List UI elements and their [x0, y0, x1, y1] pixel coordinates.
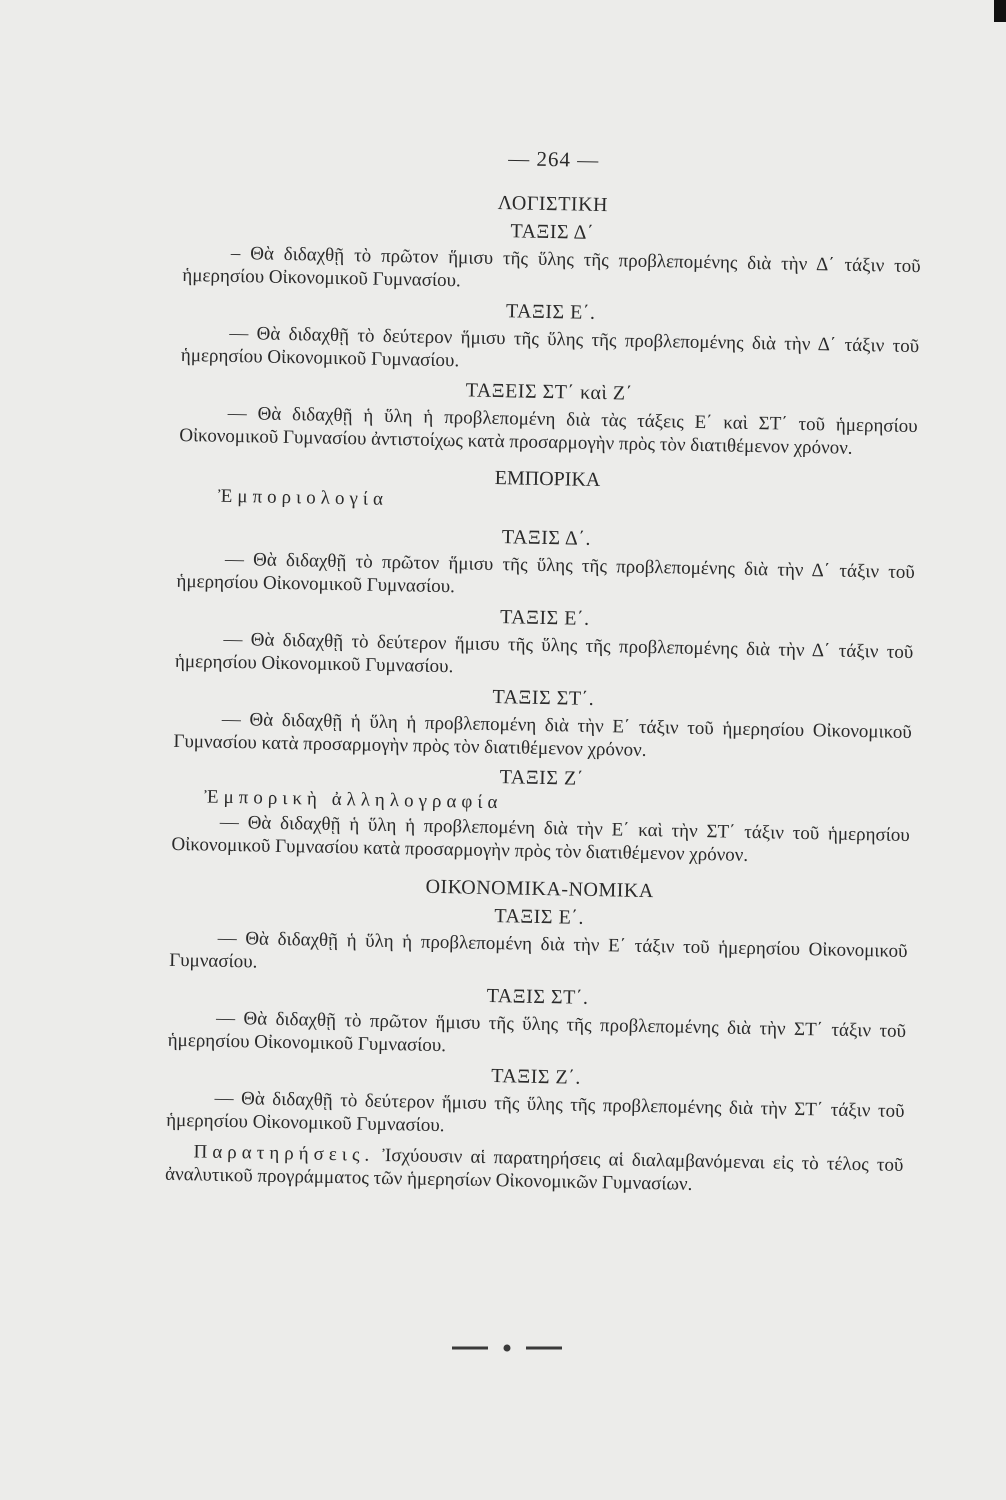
section-title-commercial: ΕΜΠΟΡΙΚΑ [494, 467, 601, 492]
paragraph: — Θὰ διδαχθῇ ἡ ὕλη ἡ προβλεπομένη διὰ τὰς τάξεις Ε΄ καὶ ΣΤ΄ τοῦ ἡμερησίου Οἰκονομικοῦ Γυμνασίου ἀντιστοίχως κατὰ προσαρμογὴν πρὸς τὸν διατιθέμενον χρόνον. [179, 402, 918, 459]
class-heading: ΤΑΞΙΣ Δ΄ [510, 220, 595, 244]
class-heading: ΤΑΞΙΣ Ε΄. [505, 300, 596, 324]
class-heading: ΤΑΞΕΙΣ ΣΤ΄ καὶ Ζ΄ [465, 379, 633, 405]
class-heading: ΤΑΞΙΣ Ε΄. [494, 905, 585, 929]
paragraph: — Θὰ διδαχθῇ ἡ ὕλη ἡ προβλεπομένη διὰ τὴν Ε΄ καὶ τὴν ΣΤ΄ τάξιν τοῦ ἡμερησίου Οἰκονομικοῦ Γυμνασίου κατὰ προσαρμογὴν πρὸς τὸν διατιθέμενον χρόνον. [171, 811, 910, 866]
remarks-text: Ἰσχύουσιν αἱ παρατηρήσεις αἱ διαλαμβανόμεναι εἰς τὸ τέλος τοῦ ἀναλυτικοῦ προγράμματος τῶν ἡμερησίων Οἰκονομικῶν Γυμνασίων. [164, 1144, 904, 1195]
subject-subheading: Ἐμπορικὴ ἀλληλογραφία [204, 786, 503, 814]
paragraph: — Θὰ διδαχθῇ ἡ ὕλη ἡ προβλεπομένη διὰ τὴν Ε΄ τάξιν τοῦ ἡμερησίου Οἰκονομικοῦ Γυμνασίου κατὰ προσαρμογὴν πρὸς τὸν διατιθέμενον χρόνον. [173, 708, 912, 761]
class-heading: ΤΑΞΙΣ Δ΄. [501, 526, 592, 550]
paragraph: — Θὰ διδαχθῇ τὸ πρῶτον ἥμισυ τῆς ὕλης τῆς προβλεπομένης διὰ τὴν Δ΄ τάξιν τοῦ ἡμερησίου Οἰκονομικοῦ Γυμνασίου. [176, 548, 916, 598]
page-content [165, 140, 923, 1200]
paragraph: — Θὰ διδαχθῇ τὸ δεύτερον ἥμισυ τῆς ὕλης τῆς προβλεπομένης διὰ τὴν Δ΄ τάξιν τοῦ ἡμερησίου Οἰκονομικοῦ Γυμνασίου. [180, 322, 920, 372]
class-heading: ΤΑΞΙΣ Ζ΄ [499, 766, 585, 790]
paragraph: — Θὰ διδαχθῇ ἡ ὕλη ἡ προβλεπομένη διὰ τὴν Ε΄ τάξιν τοῦ ἡμερησίου Οἰκονομικοῦ Γυμνασίου. [169, 927, 908, 973]
remarks-label: Παρατηρήσεις. [193, 1141, 375, 1166]
paragraph: — Θὰ διδαχθῇ τὸ πρῶτον ἥμισυ τῆς ὕλης τῆς προβλεπομένης διὰ τὴν ΣΤ΄ τάξιν τοῦ ἡμερησίου Οἰκονομικοῦ Γυμνασίου. [167, 1007, 907, 1057]
section-title-economics-law: ΟΙΚΟΝΟΜΙΚΑ-ΝΟΜΙΚΑ [425, 875, 654, 903]
class-heading: ΤΑΞΙΣ Ζ΄. [491, 1065, 582, 1089]
subject-subheading: Ἐμποριολογία [217, 485, 389, 510]
class-heading: ΤΑΞΙΣ ΣΤ΄. [486, 984, 589, 1009]
paragraph: — Θὰ διδαχθῇ τὸ δεύτερον ἥμισυ τῆς ὕλης τῆς προβλεπομένης διὰ τὴν Δ΄ τάξιν τοῦ ἡμερησίου Οἰκονομικοῦ Γυμνασίου. [174, 628, 914, 678]
section-title-accounting: ΛΟΓΙΣΤΙΚΗ [497, 192, 609, 217]
end-ornament-icon [452, 1338, 562, 1358]
class-heading: ΤΑΞΙΣ ΣΤ΄. [492, 686, 595, 710]
paragraph: – Θὰ διδαχθῇ τὸ πρῶτον ἥμισυ τῆς ὕλης τῆς προβλεπομένης διὰ τὴν Δ΄ τάξιν τοῦ ἡμερησίου Οἰκονομικοῦ Γυμνασίου. [182, 242, 921, 292]
class-heading: ΤΑΞΙΣ Ε΄. [499, 606, 590, 630]
scan-edge-mark [994, 0, 1006, 22]
paragraph: — Θὰ διδαχθῇ τὸ δεύτερον ἥμισυ τῆς ὕλης τῆς προβλεπομένης διὰ τὴν ΣΤ΄ τάξιν τοῦ ἡμερησίου Οἰκονομικοῦ Γυμνασίου. [165, 1087, 905, 1137]
remarks-paragraph [165, 1140, 904, 1200]
page-number: — 264 — [507, 146, 600, 172]
